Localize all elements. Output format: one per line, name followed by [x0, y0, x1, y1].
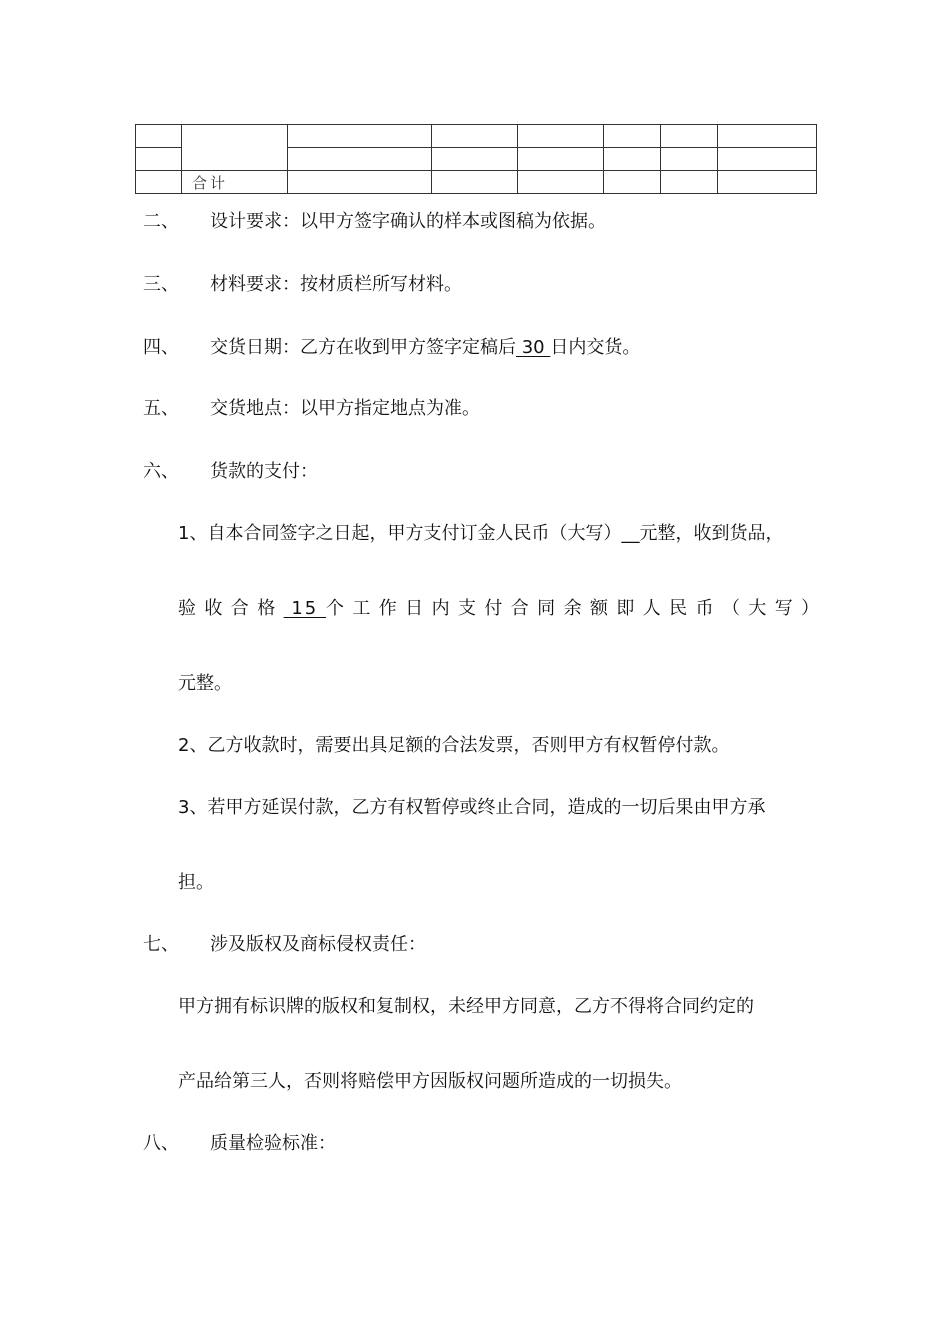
section-number: 三、: [143, 274, 179, 295]
section-text: 涉及版权及商标侵权责任：: [210, 934, 426, 955]
product-table: [135, 124, 817, 194]
table-cell: [288, 125, 432, 148]
table-cell: [661, 125, 718, 148]
section-text: 交货地点：以甲方指定地点为准。: [210, 398, 480, 419]
section-number: 八、: [143, 1133, 179, 1154]
table-cell: [604, 148, 661, 171]
payment-item-1-line-1: 1、自本合同签字之日起，甲方支付订金人民币（大写）__元整，收到货品，: [178, 523, 784, 544]
section-text: 货款的支付：: [210, 461, 318, 482]
payment-item-1-line-3: 元整。: [178, 673, 232, 694]
table-cell: [718, 125, 817, 148]
table-cell: [718, 148, 817, 171]
delivery-days-value: 30: [516, 337, 551, 358]
delivery-text-after: 日内交货。: [550, 337, 641, 358]
table-cell: [718, 171, 817, 194]
section-number: 四、: [143, 337, 179, 358]
section-text: 材料要求：按材质栏所写材料。: [210, 274, 462, 295]
section-delivery-date: [143, 335, 823, 361]
copyright-line-1: 甲方拥有标识牌的版权和复制权，未经甲方同意，乙方不得将合同约定的: [178, 996, 754, 1017]
table-cell: [136, 148, 182, 171]
section-material-requirements: [143, 272, 823, 298]
table-cell: [432, 125, 518, 148]
section-number: 五、: [143, 398, 179, 419]
section-text: 质量检验标准：: [210, 1133, 336, 1154]
delivery-text-before: 交货日期：乙方在收到甲方签字定稿后: [210, 337, 516, 358]
table-cell: [432, 171, 518, 194]
table-cell: [518, 125, 604, 148]
payment-text-before: 验收合格: [178, 598, 284, 619]
table-cell: [136, 171, 182, 194]
payment-item-1-line-2: [178, 596, 828, 622]
payment-days-value: 15: [283, 598, 326, 619]
section-text: [210, 335, 640, 361]
table-cell: [432, 148, 518, 171]
table-cell: [518, 148, 604, 171]
section-copyright: [143, 932, 823, 958]
payment-item-3-line-2: 担。: [178, 872, 214, 893]
section-payment: [143, 459, 823, 485]
payment-item-2: 2、乙方收款时，需要出具足额的合法发票，否则甲方有权暂停付款。: [178, 735, 730, 756]
table-cell: [182, 125, 288, 171]
table-cell: [288, 148, 432, 171]
section-design-requirements: [143, 209, 823, 235]
section-quality-standard: [143, 1131, 823, 1157]
total-label: 合计: [182, 171, 288, 194]
table-cell: [518, 171, 604, 194]
table-cell: [604, 125, 661, 148]
table-cell: [604, 171, 661, 194]
section-text: 设计要求：以甲方签字确认的样本或图稿为依据。: [210, 211, 606, 232]
section-delivery-location: [143, 396, 823, 422]
table-row: [136, 125, 817, 148]
copyright-line-2: 产品给第三人，否则将赔偿甲方因版权问题所造成的一切损失。: [178, 1071, 682, 1092]
table-cell: [661, 148, 718, 171]
section-number: 二、: [143, 211, 179, 232]
table-total-row: [136, 171, 817, 194]
table-cell: [136, 125, 182, 148]
payment-item-3-line-1: 3、若甲方延误付款，乙方有权暂停或终止合同，造成的一切后果由甲方承: [178, 797, 766, 818]
payment-text-after: 个工作日内支付合同余额即人民币（大写）: [325, 598, 828, 619]
table-cell: [288, 171, 432, 194]
section-number: 七、: [143, 934, 179, 955]
table-cell: [661, 171, 718, 194]
section-number: 六、: [143, 461, 179, 482]
